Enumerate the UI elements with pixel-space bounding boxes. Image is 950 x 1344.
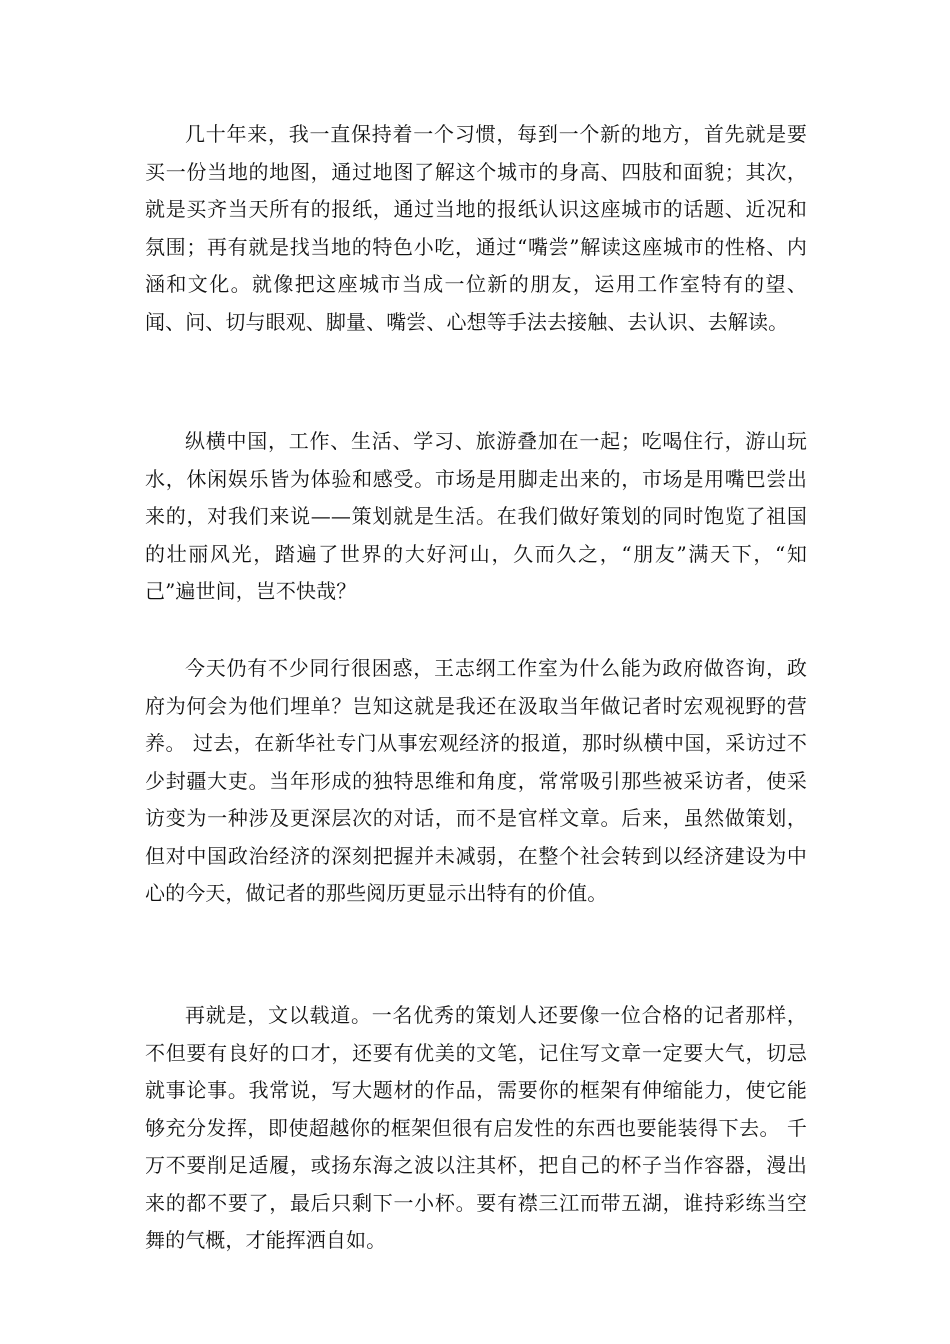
paragraph-travel-china: 纵横中国，工作、生活、学习、旅游叠加在一起；吃喝住行，游山玩水，休闲娱乐皆为体验和感受。市场是用脚走出来的，市场是用嘴巴尝出来的，对我们来说——策划就是生活。在我们做好策划的同时饱览了祖国的壮丽风光，踏遍了世界的大好河山，久而久之，“朋友”满天下，“知己”遍世间，岂不快哉？ (145, 429, 807, 603)
paragraph-habits: 几十年来，我一直保持着一个习惯，每到一个新的地方，首先就是要买一份当地的地图，通过地图了解这个城市的身高、四肢和面貌；其次，就是买齐当天所有的报纸，通过当地的报纸认识这座城市的话题、近况和氛围；再有就是找当地的特色小吃，通过“嘴尝”解读这座城市的性格、内涵和文化。就像把这座城市当成一位新的朋友，运用工作室特有的望、闻、问、切与眼观、脚量、嘴尝、心想等手法去接触、去认识、去解读。 (145, 122, 807, 334)
paragraph-writing: 再就是，文以载道。一名优秀的策划人还要像一位合格的记者那样，不但要有良好的口才，还要有优美的文笔，记住写文章一定要大气，切忌就事论事。我常说，写大题材的作品，需要你的框架有伸缩能力，使它能够充分发挥，即使超越你的框架但很有启发性的东西也要能装得下去。 千万不要削足适履，或扬东海之波以注其杯，把自己的杯子当作容器，漫出来的都不要了，最后只剩下一小杯。要有襟三江而带五湖，谁持彩练当空舞的气概，才能挥洒自如。 (145, 1003, 807, 1252)
paragraph-government-consulting: 今天仍有不少同行很困惑，王志纲工作室为什么能为政府做咨询，政府为何会为他们埋单？岂知这就是我还在汲取当年做记者时宏观视野的营养。 过去，在新华社专门从事宏观经济的报道，那时纵横中国，采访过不少封疆大吏。当年形成的独特思维和角度，常常吸引那些被采访者，使采访变为一种涉及更深层次的对话，而不是官样文章。后来，虽然做策划，但对中国政治经济的深刻把握并未减弱，在整个社会转到以经济建设为中心的今天，做记者的那些阅历更显示出特有的价值。 (145, 656, 807, 905)
